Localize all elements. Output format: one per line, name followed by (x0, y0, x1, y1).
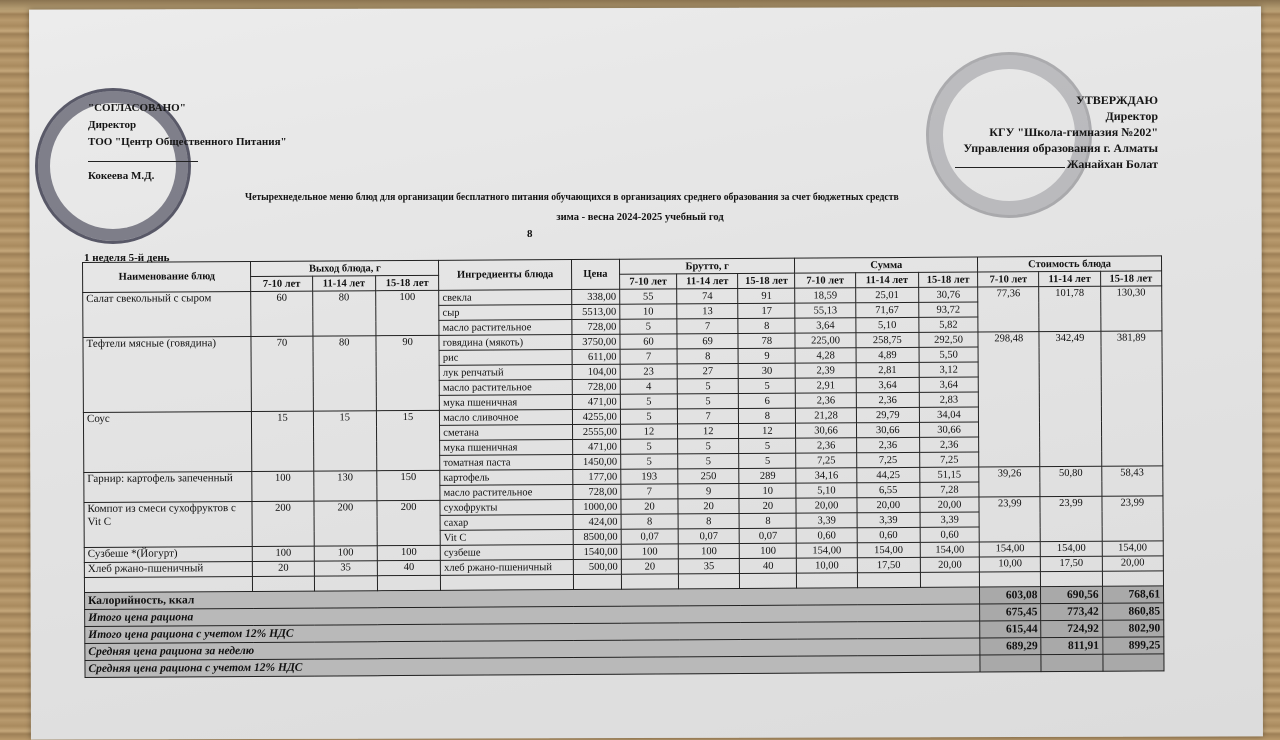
ingredient-sum: 5,50 (919, 347, 978, 362)
ingredient-price: 728,00 (572, 319, 620, 334)
dish-cost: 381,89 (1101, 331, 1163, 466)
ingredient-gross: 5 (677, 393, 738, 408)
ingredient-gross: 5 (739, 378, 796, 393)
ingredient-sum: 3,39 (857, 512, 920, 527)
ingredient-sum: 30,66 (919, 422, 978, 437)
ingredient-gross: 7 (677, 408, 738, 423)
ingredient-gross: 8 (678, 513, 739, 528)
ingredient-sum: 3,12 (919, 362, 978, 377)
document-title: Четырехнедельное меню блюд для организации бесплатного питания обучающихся в организациях среднего образования за счет бюджетных средств (245, 192, 899, 203)
ingredient-gross: 5 (678, 453, 739, 468)
summary-value: 802,90 (1102, 620, 1163, 637)
ingredient-sum: 3,64 (856, 377, 919, 392)
ingredient-name: сыр (439, 305, 572, 321)
ingredient-name: мука пшеничная (440, 395, 573, 411)
dish-name: Компот из смеси сухофруктов с Vit C (84, 501, 253, 547)
ingredient-gross: 40 (740, 558, 797, 573)
ingredient-gross: 250 (678, 468, 739, 483)
ingredient-price: 1450,00 (573, 454, 621, 469)
header-age-11-14: 11-14 лет (312, 276, 375, 291)
approval-right-signature-name (955, 156, 1158, 172)
ingredient-name: лук репчатый (439, 365, 572, 381)
dish-cost: 77,36 (978, 287, 1040, 332)
dish-yield: 20 (253, 561, 314, 576)
ingredient-gross: 100 (740, 543, 797, 558)
ingredient-sum: 7,25 (856, 452, 919, 467)
ingredient-sum: 25,01 (855, 287, 918, 302)
ingredient-sum: 2,36 (920, 437, 979, 452)
dish-yield: 60 (251, 291, 313, 336)
ingredient-gross: 100 (678, 543, 739, 558)
ingredient-price: 728,00 (573, 484, 621, 499)
summary-value: 690,56 (1041, 586, 1102, 603)
ingredient-price: 104,00 (572, 364, 620, 379)
ingredient-name: масло растительное (439, 320, 572, 336)
ingredient-name: сузбеше (440, 545, 573, 561)
dish-yield: 80 (312, 291, 376, 336)
dish-cost: 130,30 (1100, 286, 1162, 331)
ingredient-sum: 7,25 (920, 452, 979, 467)
ingredient-gross: 55 (620, 289, 677, 304)
ingredient-sum: 3,39 (796, 513, 856, 528)
ingredient-sum: 6,55 (857, 482, 920, 497)
ingredient-sum: 292,50 (919, 332, 978, 347)
empty-cell (678, 573, 739, 588)
dish-yield: 15 (376, 410, 440, 470)
approval-right-department: Управления образования г. Алматы (963, 141, 1158, 155)
summary-value (1103, 654, 1164, 671)
ingredient-sum: 0,60 (857, 527, 920, 542)
ingredient-gross: 12 (678, 423, 739, 438)
dish-yield: 130 (313, 471, 376, 501)
summary-value (980, 655, 1041, 672)
summary-value: 773,42 (1041, 603, 1102, 620)
ingredient-gross: 7 (621, 484, 678, 499)
ingredient-name: говядина (мякоть) (439, 335, 572, 351)
ingredient-gross: 5 (620, 439, 677, 454)
ingredient-sum: 3,64 (919, 377, 978, 392)
dish-cost: 17,50 (1041, 556, 1102, 571)
summary-value: 689,29 (980, 638, 1041, 655)
ingredient-price: 500,00 (573, 559, 621, 574)
ingredient-name: сухофрукты (440, 500, 573, 516)
ingredient-sum: 18,59 (795, 288, 855, 303)
header-age-7-10: 7-10 лет (795, 273, 855, 288)
ingredient-gross: 7 (620, 349, 677, 364)
ingredient-price: 1540,00 (573, 544, 621, 559)
ingredient-gross: 20 (739, 498, 796, 513)
dish-name: Сузбеше *(Йогурт) (84, 546, 253, 562)
empty-cell (314, 576, 377, 591)
ingredient-name: масло сливочное (440, 410, 573, 426)
ingredient-name: свекла (439, 290, 572, 306)
ingredient-name: масло растительное (439, 380, 572, 396)
ingredient-sum: 4,28 (795, 348, 855, 363)
dish-cost: 10,00 (979, 557, 1040, 572)
ingredient-gross: 10 (739, 483, 796, 498)
dish-yield: 40 (377, 560, 440, 575)
ingredient-gross: 8 (621, 514, 678, 529)
header-age-11-14: 11-14 лет (855, 272, 918, 287)
empty-cell (740, 573, 797, 588)
dish-yield: 90 (376, 335, 440, 410)
ingredient-gross: 5 (739, 438, 796, 453)
approval-left-position: Директор (88, 119, 137, 131)
empty-cell (1041, 571, 1102, 586)
header-dish-name: Наименование блюд (83, 261, 252, 292)
dish-name: Соус (83, 411, 252, 472)
empty-cell (253, 576, 314, 591)
ingredient-sum: 0,60 (920, 527, 979, 542)
ingredient-name: сметана (440, 425, 573, 441)
ingredient-gross: 23 (620, 364, 677, 379)
empty-cell (920, 572, 979, 587)
dish-yield: 200 (314, 501, 378, 546)
dish-yield: 15 (313, 411, 377, 471)
ingredient-sum: 29,79 (856, 407, 919, 422)
ingredient-gross: 10 (620, 304, 677, 319)
header-age-15-18: 15-18 лет (1100, 271, 1161, 286)
approval-block-left (88, 100, 287, 185)
ingredient-name: масло растительное (440, 485, 573, 501)
ingredient-price: 611,00 (572, 349, 620, 364)
ingredient-price: 177,00 (573, 469, 621, 484)
ingredient-gross: 4 (620, 379, 677, 394)
ingredient-gross: 20 (621, 559, 678, 574)
dish-cost: 154,00 (979, 542, 1040, 557)
ingredient-gross: 0,07 (739, 528, 796, 543)
header-yield: Выход блюда, г (251, 260, 439, 276)
dish-cost: 39,26 (979, 467, 1040, 497)
ingredient-price: 3750,00 (572, 334, 620, 349)
empty-cell (84, 576, 253, 592)
ingredient-name: сахар (440, 515, 573, 531)
ingredient-gross: 17 (738, 303, 795, 318)
ingredient-gross: 12 (739, 423, 796, 438)
ingredient-sum: 71,67 (855, 302, 918, 317)
summary-label: Итого цена рациона (85, 604, 980, 626)
ingredient-sum: 2,36 (796, 438, 856, 453)
ingredient-sum: 93,72 (919, 302, 978, 317)
empty-cell (1102, 571, 1163, 586)
header-age-15-18: 15-18 лет (376, 275, 439, 290)
header-age-11-14: 11-14 лет (1039, 271, 1100, 286)
dish-yield: 100 (252, 471, 313, 501)
summary-label: Средняя цена рациона за неделю (85, 638, 980, 660)
ingredient-gross: 8 (739, 408, 796, 423)
ingredient-price: 338,00 (572, 289, 620, 304)
ingredient-gross: 9 (678, 483, 739, 498)
ingredient-sum: 2,39 (796, 363, 856, 378)
summary-label: Итого цена рациона с учетом 12% НДС (85, 621, 980, 643)
ingredient-gross: 9 (738, 348, 795, 363)
ingredient-sum: 20,00 (920, 557, 979, 572)
approval-left-name: Кокеева М.Д. (88, 170, 155, 182)
summary-value: 603,08 (980, 587, 1041, 604)
summary-value: 860,85 (1102, 603, 1163, 620)
ingredient-name: картофель (440, 470, 573, 486)
summary-value (1041, 654, 1102, 671)
summary-value: 675,45 (980, 604, 1041, 621)
ingredient-gross: 20 (621, 499, 678, 514)
header-age-7-10: 7-10 лет (251, 276, 312, 291)
approval-block-right (955, 92, 1158, 172)
ingredient-name: хлеб ржано-пшеничный (441, 560, 574, 576)
ingredient-sum: 30,66 (856, 422, 919, 437)
ingredient-gross: 20 (678, 498, 739, 513)
ingredient-sum: 5,10 (856, 317, 919, 332)
ingredient-sum: 154,00 (920, 542, 979, 557)
summary-value: 899,25 (1102, 637, 1163, 654)
ingredient-gross: 8 (677, 348, 738, 363)
approval-right-heading: УТВЕРЖДАЮ (1075, 93, 1158, 107)
dish-yield: 150 (377, 470, 440, 500)
approval-left-heading: "СОГЛАСОВАНО" (88, 102, 186, 114)
dish-yield: 15 (252, 411, 314, 471)
header-age-7-10: 7-10 лет (978, 272, 1039, 287)
ingredient-gross: 5 (677, 378, 738, 393)
empty-cell (857, 572, 920, 587)
dish-cost: 154,00 (1041, 541, 1102, 556)
ingredient-gross: 5 (621, 454, 678, 469)
ingredient-gross: 5 (620, 409, 677, 424)
signature-line-left (88, 151, 287, 168)
ingredient-gross: 5 (620, 319, 677, 334)
summary-value: 724,92 (1041, 620, 1102, 637)
approval-right-name: Жанайхан Болат (1066, 157, 1158, 171)
ingredient-sum: 7,28 (920, 482, 979, 497)
ingredient-gross: 0,07 (678, 528, 739, 543)
day-label: 1 неделя 5-й день (84, 252, 170, 264)
menu-table (82, 255, 1165, 678)
dish-yield: 100 (376, 290, 440, 335)
dish-cost: 20,00 (1102, 556, 1163, 571)
ingredient-price: 728,00 (572, 379, 620, 394)
ingredient-gross: 5 (739, 453, 796, 468)
ingredient-sum: 0,60 (797, 528, 857, 543)
ingredient-sum: 17,50 (857, 557, 920, 572)
dish-yield: 80 (313, 336, 377, 411)
document-subtitle: зима - весна 2024-2025 учебный год (556, 212, 724, 223)
dish-cost: 342,49 (1039, 331, 1101, 466)
ingredient-sum: 21,28 (796, 408, 856, 423)
ingredient-price: 4255,00 (572, 409, 620, 424)
summary-value: 811,91 (1041, 637, 1102, 654)
empty-cell (980, 572, 1041, 587)
ingredient-price: 8500,00 (573, 529, 621, 544)
ingredient-gross: 5 (678, 438, 739, 453)
ingredient-name: томатная паста (440, 455, 573, 471)
empty-cell (377, 575, 440, 590)
dish-cost: 58,43 (1101, 466, 1163, 496)
summary-value: 615,44 (980, 621, 1041, 638)
header-age-7-10: 7-10 лет (619, 274, 676, 289)
ingredient-sum: 55,13 (795, 303, 855, 318)
ingredient-price: 424,00 (573, 514, 621, 529)
ingredient-sum: 225,00 (795, 333, 855, 348)
table-body (83, 286, 1164, 678)
ingredient-price: 471,00 (572, 394, 620, 409)
ingredient-sum: 30,66 (796, 423, 856, 438)
ingredient-name: рис (439, 350, 572, 366)
ingredient-sum: 2,36 (796, 393, 856, 408)
ingredient-gross: 5 (620, 394, 677, 409)
ingredient-name: Vit C (440, 530, 573, 546)
ingredient-gross: 91 (738, 288, 795, 303)
ingredient-gross: 193 (621, 469, 678, 484)
ingredient-gross: 8 (738, 318, 795, 333)
dish-cost: 50,80 (1040, 466, 1101, 496)
dish-cost: 101,78 (1039, 286, 1101, 331)
header-price: Цена (571, 259, 619, 289)
dish-yield: 200 (377, 500, 441, 545)
ingredient-gross: 30 (738, 363, 795, 378)
approval-right-position: Директор (1105, 109, 1158, 123)
dish-yield: 70 (251, 336, 313, 411)
dish-name: Тефтели мясные (говядина) (83, 336, 252, 412)
ingredient-sum: 2,81 (856, 362, 919, 377)
header-sum: Сумма (795, 257, 978, 273)
empty-cell (573, 574, 621, 589)
ingredient-sum: 20,00 (796, 498, 856, 513)
ingredient-sum: 154,00 (857, 542, 920, 557)
dish-cost: 154,00 (1102, 541, 1163, 556)
ingredient-name: мука пшеничная (440, 440, 573, 456)
dish-yield: 100 (253, 546, 314, 561)
ingredient-gross: 35 (678, 558, 739, 573)
ingredient-gross: 6 (739, 393, 796, 408)
empty-cell (797, 573, 857, 588)
ingredient-gross: 60 (620, 334, 677, 349)
dish-yield: 100 (314, 546, 377, 561)
ingredient-sum: 51,15 (920, 467, 979, 482)
ingredient-gross: 74 (677, 288, 738, 303)
document-number: 8 (527, 228, 533, 240)
dish-yield: 200 (252, 501, 314, 546)
ingredient-sum: 2,83 (919, 392, 978, 407)
ingredient-price: 471,00 (573, 439, 621, 454)
ingredient-sum: 7,25 (796, 453, 856, 468)
dish-yield: 35 (314, 561, 377, 576)
header-age-11-14: 11-14 лет (677, 273, 738, 288)
ingredient-sum: 2,36 (856, 437, 919, 452)
ingredient-gross: 27 (677, 363, 738, 378)
ingredient-sum: 5,82 (919, 317, 978, 332)
ingredient-gross: 13 (677, 303, 738, 318)
ingredient-price: 1000,00 (573, 499, 621, 514)
ingredient-sum: 34,04 (919, 407, 978, 422)
dish-cost: 23,99 (1102, 496, 1164, 541)
ingredient-sum: 3,64 (795, 318, 855, 333)
ingredient-sum: 4,89 (856, 347, 919, 362)
header-dish-cost: Стоимость блюда (978, 256, 1162, 272)
ingredient-sum: 30,76 (919, 287, 978, 302)
summary-label: Средняя цена рациона с учетом 12% НДС (85, 655, 980, 677)
header-ingredients: Ингредиенты блюда (439, 260, 572, 291)
dish-yield: 100 (377, 545, 440, 560)
ingredient-gross: 78 (738, 333, 795, 348)
header-age-15-18: 15-18 лет (738, 273, 795, 288)
dish-name: Гарнир: картофель запеченный (84, 471, 253, 502)
ingredient-sum: 5,10 (796, 483, 856, 498)
ingredient-sum: 34,16 (796, 468, 856, 483)
summary-label: Калорийность, ккал (85, 587, 980, 609)
ingredient-gross: 69 (677, 333, 738, 348)
empty-cell (621, 574, 678, 589)
dish-name: Хлеб ржано-пшеничный (84, 561, 253, 577)
ingredient-sum: 2,36 (856, 392, 919, 407)
dish-cost: 23,99 (979, 497, 1041, 542)
ingredient-sum: 20,00 (920, 497, 979, 512)
ingredient-gross: 8 (739, 513, 796, 528)
ingredient-sum: 3,39 (920, 512, 979, 527)
ingredient-sum: 10,00 (797, 558, 857, 573)
ingredient-price: 5513,00 (572, 304, 620, 319)
approval-right-organization: КГУ "Школа-гимназия №202" (989, 125, 1158, 139)
dish-cost: 23,99 (1040, 496, 1102, 541)
ingredient-sum: 2,91 (796, 378, 856, 393)
ingredient-gross: 0,07 (621, 529, 678, 544)
ingredient-gross: 12 (620, 424, 677, 439)
empty-cell (441, 575, 574, 591)
ingredient-sum: 258,75 (856, 332, 919, 347)
ingredient-gross: 289 (739, 468, 796, 483)
dish-cost: 298,48 (978, 332, 1040, 467)
ingredient-gross: 7 (677, 318, 738, 333)
ingredient-sum: 154,00 (797, 543, 857, 558)
ingredient-gross: 100 (621, 544, 678, 559)
ingredient-sum: 44,25 (856, 467, 919, 482)
approval-left-organization: ТОО "Центр Общественного Питания" (88, 136, 287, 148)
ingredient-sum: 20,00 (857, 497, 920, 512)
header-gross: Брутто, г (619, 258, 795, 274)
summary-value: 768,61 (1102, 586, 1163, 603)
ingredient-price: 2555,00 (572, 424, 620, 439)
header-age-15-18: 15-18 лет (919, 272, 978, 287)
dish-name: Салат свекольный с сыром (83, 291, 252, 337)
